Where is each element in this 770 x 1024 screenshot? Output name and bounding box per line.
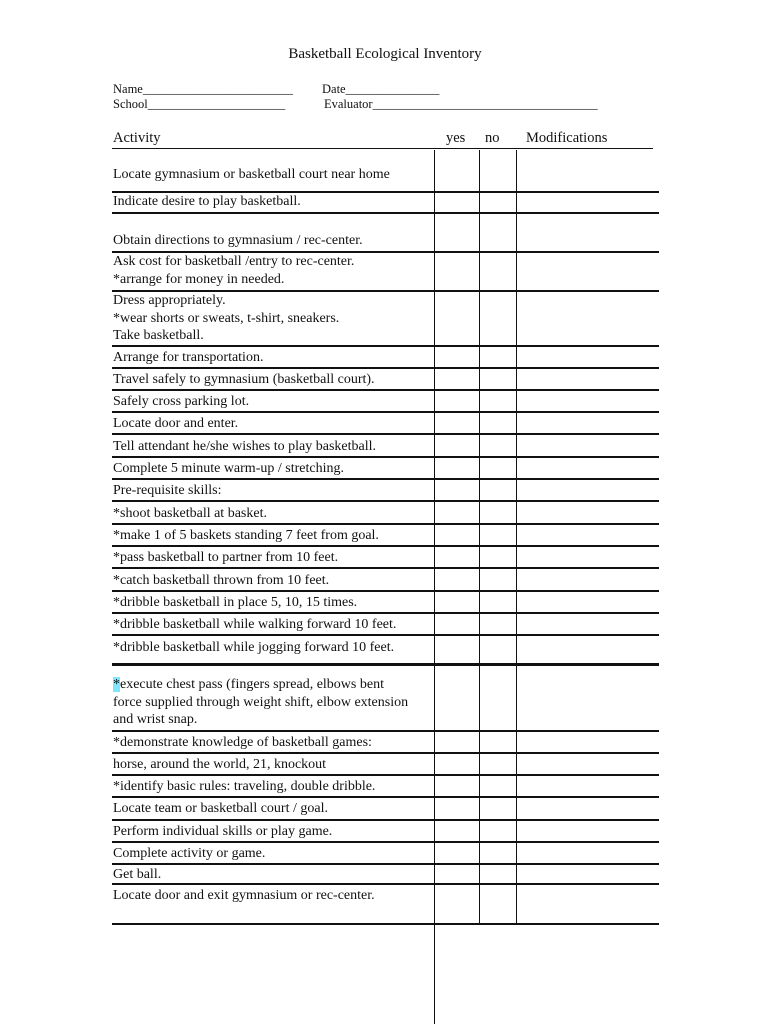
activity-row-14	[113, 527, 379, 545]
activity-row-21	[113, 734, 372, 752]
activity-line: *shoot basketball at basket.	[113, 506, 267, 521]
row-divider	[112, 523, 659, 525]
activity-line: Ask cost for basketball /entry to rec-center.	[113, 254, 355, 269]
modifications-column-header: Modifications	[526, 130, 608, 146]
activity-row-17	[113, 594, 357, 612]
row-divider	[112, 923, 659, 925]
row-divider	[112, 500, 659, 502]
activity-line: Locate door and enter.	[113, 416, 239, 431]
activity-row-22	[113, 756, 326, 774]
row-divider	[112, 345, 659, 347]
activity-line: Obtain directions to gymnasium / rec-center.	[113, 233, 363, 248]
modifications-column-divider	[516, 150, 517, 924]
row-divider	[112, 819, 659, 821]
activity-line: force supplied through weight shift, elbow extension	[113, 694, 409, 710]
activity-column-header: Activity	[113, 130, 161, 146]
activity-row-27	[113, 866, 161, 884]
activity-row-8	[113, 393, 249, 411]
activity-row-13	[113, 505, 267, 523]
row-divider	[112, 478, 659, 480]
activity-line: *wear shorts or sweats, t-shirt, sneakers.	[113, 310, 340, 326]
activity-row-24	[113, 800, 328, 818]
no-column-divider	[479, 150, 480, 924]
activity-line: *pass basketball to partner from 10 feet.	[113, 550, 339, 565]
activity-row-3	[113, 232, 363, 250]
row-divider	[112, 545, 659, 547]
row-divider	[112, 863, 659, 865]
row-divider	[112, 883, 659, 885]
activity-row-18	[113, 616, 396, 634]
activity-row-11	[113, 460, 344, 478]
activity-line: *dribble basketball in place 5, 10, 15 times.	[113, 595, 358, 610]
activity-row-19	[113, 639, 394, 657]
activity-line: *demonstrate knowledge of basketball games:	[113, 735, 372, 750]
activity-row-15	[113, 549, 338, 567]
row-divider	[112, 367, 659, 369]
row-divider	[112, 774, 659, 776]
activity-line: Locate door and exit gymnasium or rec-center.	[113, 888, 375, 903]
activity-line: Dress appropriately.	[113, 293, 226, 308]
activity-row-26	[113, 845, 265, 863]
date-field[interactable]: Date_______________	[322, 82, 440, 96]
row-divider	[112, 612, 659, 614]
activity-line: Perform individual skills or play game.	[113, 824, 333, 839]
activity-line: *dribble basketball while walking forward 10 feet.	[113, 617, 397, 632]
activity-row-6	[113, 349, 263, 367]
activity-line: Complete 5 minute warm-up / stretching.	[113, 461, 344, 476]
name-field[interactable]: Name________________________	[113, 82, 293, 96]
row-divider	[112, 752, 659, 754]
activity-row-10	[113, 438, 376, 456]
activity-row-1	[113, 166, 390, 184]
activity-line: Take basketball.	[113, 328, 204, 343]
activity-line: *identify basic rules: traveling, double dribble.	[113, 779, 376, 794]
row-divider	[112, 212, 659, 214]
activity-line: Safely cross parking lot.	[113, 394, 250, 409]
activity-row-20	[113, 676, 408, 729]
row-divider	[112, 456, 659, 458]
yes-column-divider	[434, 150, 435, 1024]
activity-line: horse, around the world, 21, knockout	[113, 757, 327, 772]
activity-line: *catch basketball thrown from 10 feet.	[113, 573, 330, 588]
row-divider	[112, 796, 659, 798]
activity-row-2	[113, 193, 301, 211]
activity-line: Tell attendant he/she wishes to play basketball.	[113, 439, 377, 454]
activity-line-rest: execute chest pass (fingers spread, elbows bent	[120, 677, 384, 692]
activity-row-25	[113, 823, 332, 841]
evaluator-field[interactable]: Evaluator____________________________________	[324, 97, 598, 111]
activity-row-5	[113, 292, 339, 345]
activity-row-23	[113, 778, 375, 796]
activity-row-9	[113, 415, 238, 433]
activity-line: Get ball.	[113, 867, 162, 882]
row-divider	[112, 389, 659, 391]
no-column-header: no	[485, 130, 500, 146]
row-divider	[112, 411, 659, 413]
activity-row-28	[113, 887, 375, 905]
activity-line: Complete activity or game.	[113, 846, 266, 861]
activity-row-4	[113, 253, 354, 288]
activity-row-12	[113, 482, 222, 500]
activity-line: *make 1 of 5 baskets standing 7 feet from goal.	[113, 528, 379, 543]
activity-line: Arrange for transportation.	[113, 350, 264, 365]
activity-line: Locate gymnasium or basketball court near home	[113, 167, 390, 182]
activity-line	[113, 676, 408, 694]
activity-row-16	[113, 572, 329, 590]
page-title: Basketball Ecological Inventory	[288, 46, 482, 62]
activity-line: and wrist snap.	[113, 712, 198, 727]
activity-line: Pre-requisite skills:	[113, 483, 222, 498]
activity-line: *arrange for money in needed.	[113, 271, 285, 287]
row-divider	[112, 634, 659, 636]
row-divider	[112, 567, 659, 569]
school-field[interactable]: School______________________	[113, 97, 286, 111]
highlighted-asterisk: *	[113, 677, 120, 692]
yes-column-header: yes	[446, 130, 466, 146]
row-divider	[112, 730, 659, 732]
row-divider	[112, 590, 659, 592]
row-divider	[112, 433, 659, 435]
header-rule	[112, 148, 653, 149]
row-divider	[112, 663, 659, 666]
activity-line: Travel safely to gymnasium (basketball court).	[113, 372, 375, 387]
activity-line: Locate team or basketball court / goal.	[113, 801, 328, 816]
activity-row-7	[113, 371, 375, 389]
activity-line: Indicate desire to play basketball.	[113, 194, 301, 209]
activity-line: *dribble basketball while jogging forward 10 feet.	[113, 640, 395, 655]
row-divider	[112, 841, 659, 843]
